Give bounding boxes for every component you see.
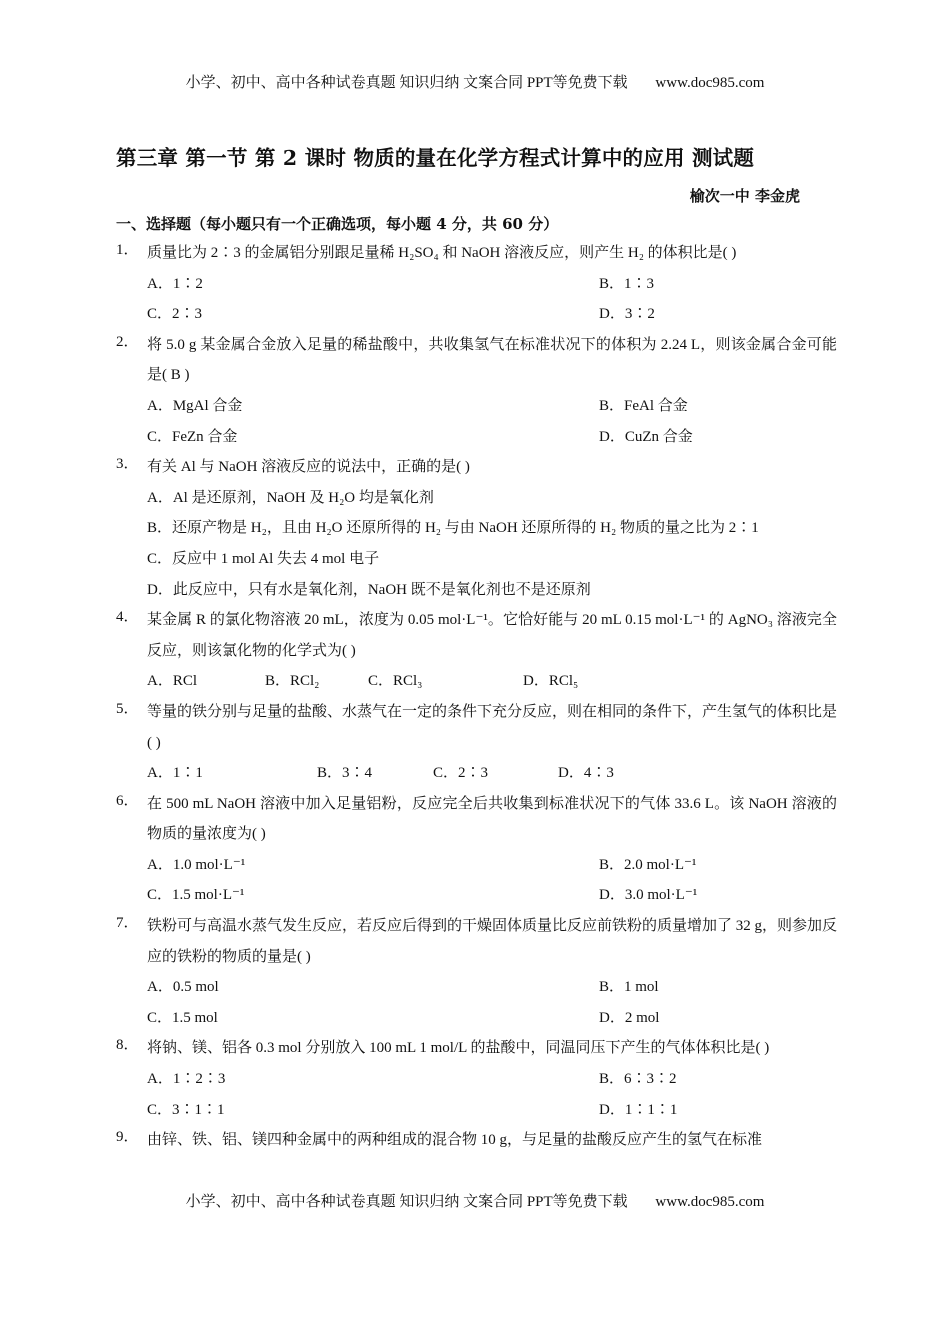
option-b: B．FeAl 合金 xyxy=(599,397,688,414)
option-row xyxy=(147,299,837,330)
question-3 xyxy=(0,452,950,483)
option-a: A．RCl xyxy=(147,673,198,690)
question-stem: 铁粉可与高温水蒸气发生反应，若反应后得到的干燥固体质量比反应前铁粉的质量增加了 32 g，则参加反应的铁粉的物质的量是( ) xyxy=(147,918,838,965)
option-c: C．1.5 mol·L⁻¹ xyxy=(147,887,245,904)
option-a: A．1∶2 xyxy=(147,275,203,292)
option-b: B．2.0 mol·L⁻¹ xyxy=(599,856,697,873)
question-list xyxy=(0,238,950,1156)
option-b: B．1 mol xyxy=(599,979,659,996)
option-d: D．RCl₅ xyxy=(523,673,579,690)
option-c: C．RCl₃ xyxy=(368,673,423,690)
option-d: D．3∶2 xyxy=(599,306,655,323)
question-stem: 在 500 mL NaOH 溶液中加入足量铝粉，反应完全后共收集到标准状况下的气体 33.6 L。该 NaOH 溶液的物质的量浓度为( ) xyxy=(147,795,837,843)
option-a: A．MgAl 合金 xyxy=(147,397,243,414)
option-d: D．1∶1∶1 xyxy=(599,1101,678,1118)
header-site: www.doc985.com xyxy=(655,75,765,91)
option-row xyxy=(147,269,837,300)
question-stem: 将钠、镁、铝各 0.3 mol 分别放入 100 mL 1 mol/L 的盐酸中，同温同压下产生的气体体积比是( ) xyxy=(147,1040,770,1057)
option-d: D．3.0 mol·L⁻¹ xyxy=(599,887,698,904)
question-6 xyxy=(0,789,950,850)
option-row xyxy=(147,1003,837,1034)
question-9 xyxy=(0,1125,950,1156)
question-number: 7． xyxy=(116,915,139,932)
question-stem: 有关 Al 与 NaOH 溶液反应的说法中，正确的是( ) xyxy=(147,459,470,476)
question-7 xyxy=(0,911,950,972)
question-8 xyxy=(0,1033,950,1064)
option-a: A．0.5 mol xyxy=(147,979,219,996)
question-1 xyxy=(0,238,950,269)
question-number: 3． xyxy=(116,456,139,473)
option-b: B．6∶3∶2 xyxy=(599,1071,677,1088)
page-header xyxy=(0,71,950,92)
option-b: B．还原产物是 H₂，且由 H₂O 还原所得的 H₂ 与由 NaOH 还原所得的 H₂ 物质的量之比为 2∶1 xyxy=(147,520,759,537)
question-number: 6． xyxy=(116,792,139,809)
question-stem: 等量的铁分别与足量的盐酸、水蒸气在一定的条件下充分反应，则在相同的条件下，产生氢气的体积比是( ) xyxy=(147,703,838,751)
question-stem: 将 5.0 g 某金属合金放入足量的稀盐酸中，共收集氢气在标准状况下的体积为 2.24 L，则该金属合金可能是( B ) xyxy=(147,336,837,384)
option-row xyxy=(147,1064,837,1095)
question-2 xyxy=(0,330,950,391)
option-a: A．Al 是还原剂，NaOH 及 H₂O 均是氧化剂 xyxy=(147,489,434,506)
option-d: D．4∶3 xyxy=(558,765,614,782)
footer-site: www.doc985.com xyxy=(655,1194,765,1210)
option-row xyxy=(147,422,837,453)
option-c: C．2∶3 xyxy=(147,306,203,323)
option-a: A．1∶2∶3 xyxy=(147,1071,226,1088)
option-c: C．3∶1∶1 xyxy=(147,1101,225,1118)
option-b: B．3∶4 xyxy=(317,765,373,782)
question-stem: 质量比为 2∶3 的金属铝分别跟足量稀 H₂SO₄ 和 NaOH 溶液反应，则产生 H₂ 的体积比是( ) xyxy=(147,245,737,261)
option-c: C．2∶3 xyxy=(433,765,489,782)
page-footer xyxy=(0,1190,950,1211)
question-number: 8． xyxy=(116,1037,139,1054)
question-number: 5． xyxy=(116,700,139,717)
option-d: D．此反应中，只有水是氧化剂，NaOH 既不是氧化剂也不是还原剂 xyxy=(147,581,591,598)
header-text: 小学、初中、高中各种试卷真题 知识归纳 文案合同 PPT等免费下载 xyxy=(185,75,628,91)
option-c: C．FeZn 合金 xyxy=(147,428,238,445)
option-b: B．1∶3 xyxy=(599,275,655,292)
option-row xyxy=(147,1095,837,1126)
option-row xyxy=(147,972,837,1003)
question-number: 4． xyxy=(116,609,139,626)
footer-text: 小学、初中、高中各种试卷真题 知识归纳 文案合同 PPT等免费下载 xyxy=(185,1194,628,1210)
option-row xyxy=(147,758,837,789)
option-a: A．1.0 mol·L⁻¹ xyxy=(147,856,246,873)
question-number: 9． xyxy=(116,1129,139,1146)
author: 榆次一中 李金虎 xyxy=(689,187,800,205)
question-number: 2． xyxy=(116,333,139,350)
option-d: D．2 mol xyxy=(599,1009,660,1026)
option-row xyxy=(147,391,837,422)
option-c: C．1.5 mol xyxy=(147,1009,218,1026)
option-b: B．RCl₂ xyxy=(265,673,320,690)
option-row xyxy=(147,880,837,911)
option-c: C．反应中 1 mol Al 失去 4 mol 电子 xyxy=(147,550,380,567)
question-4 xyxy=(0,605,950,666)
question-stem: 某金属 R 的氯化物溶液 20 mL，浓度为 0.05 mol·L⁻¹。它恰好能与 20 mL 0.15 mol·L⁻¹ 的 AgNO₃ 溶液完全反应，则该氯化物的化学式为( ) xyxy=(147,612,837,659)
section-heading: 一、选择题（每小题只有一个正确选项，每小题 4 分，共 60 分） xyxy=(116,215,559,233)
option-row xyxy=(147,666,837,697)
option-row xyxy=(147,850,837,881)
page-title: 第三章 第一节 第 2 课时 物质的量在化学方程式计算中的应用 测试题 xyxy=(116,146,755,170)
option-a: A．1∶1 xyxy=(147,765,203,782)
option-d: D．CuZn 合金 xyxy=(599,428,693,445)
question-5 xyxy=(0,697,950,758)
question-number: 1． xyxy=(116,242,139,258)
question-stem: 由锌、铁、铝、镁四种金属中的两种组成的混合物 10 g，与足量的盐酸反应产生的氢气在标准 xyxy=(147,1132,763,1149)
